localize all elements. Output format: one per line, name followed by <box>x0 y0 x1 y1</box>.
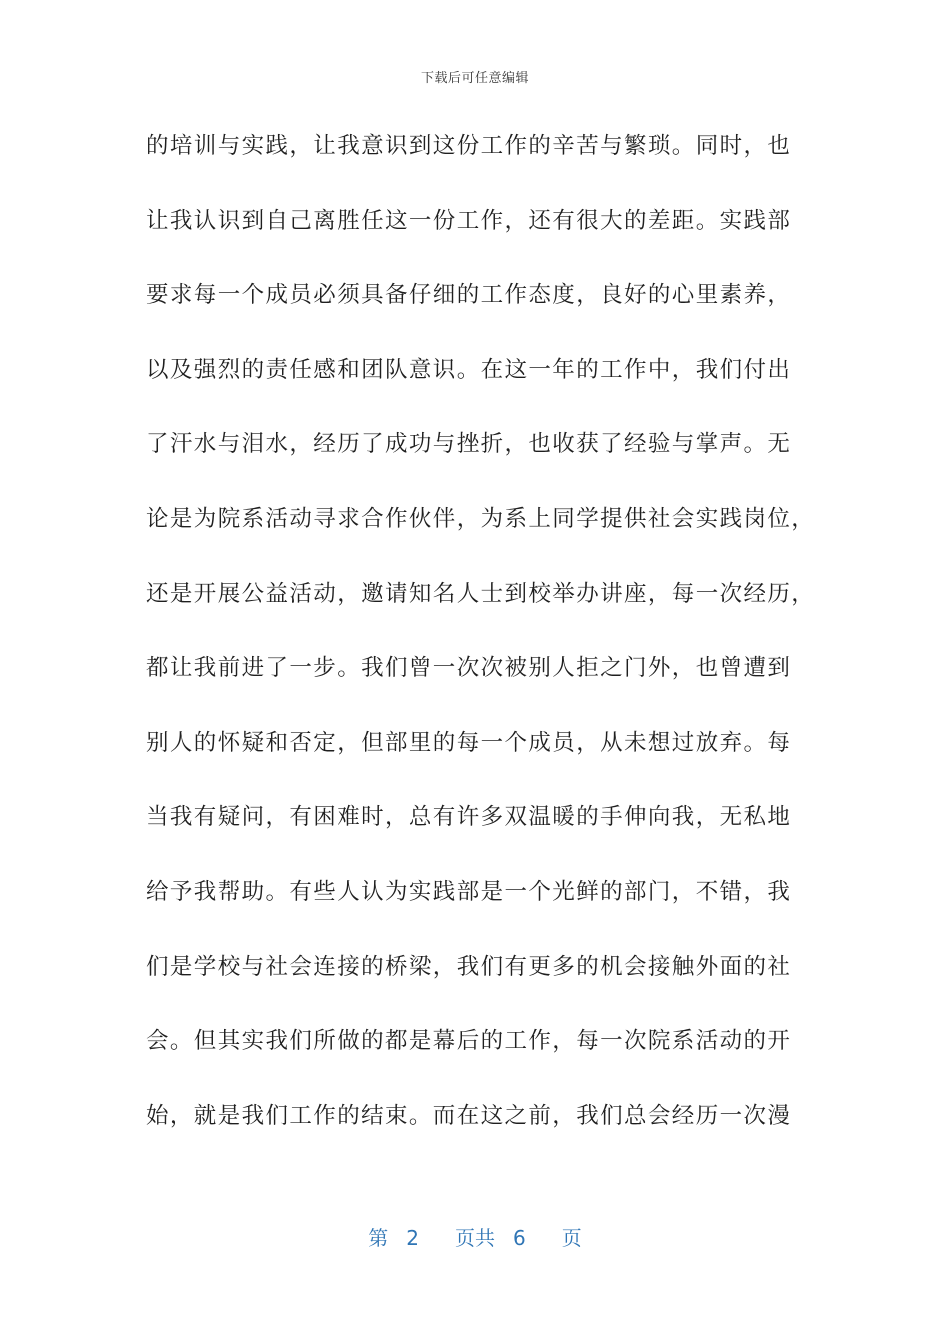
text-line: 以及强烈的责任感和团队意识。在这一年的工作中，我们付出 <box>146 356 792 383</box>
text-line: 们是学校与社会连接的桥梁，我们有更多的机会接触外面的社 <box>146 953 792 980</box>
page-footer <box>0 1222 950 1251</box>
footer-middle: 页共 <box>455 1226 495 1250</box>
text-line: 的培训与实践，让我意识到这份工作的辛苦与繁琐。同时，也 <box>146 133 792 159</box>
text-line: 始，就是我们工作的结束。而在这之前，我们总会经历一次漫 <box>146 1102 792 1129</box>
text-line: 都让我前进了一步。我们曾一次次被别人拒之门外，也曾遭到 <box>146 655 792 682</box>
page-header: 下载后可任意编辑 <box>420 71 529 86</box>
footer-current-page: 2 <box>406 1226 419 1250</box>
footer-suffix: 页 <box>561 1226 582 1250</box>
text-line: 当我有疑问，有困难时，总有许多双温暖的手伸向我，无私地 <box>146 804 792 831</box>
text-line: 让我认识到自己离胜任这一份工作，还有很大的差距。实践部 <box>146 207 792 234</box>
text-line: 了汗水与泪水，经历了成功与挫折，也收获了经验与掌声。无 <box>146 431 792 458</box>
footer-total-pages: 6 <box>513 1226 526 1250</box>
text-line: 别人的怀疑和否定，但部里的每一个成员，从未想过放弃。每 <box>146 729 792 756</box>
text-line: 论是为院系活动寻求合作伙伴，为系上同学提供社会实践岗位， <box>146 505 816 532</box>
text-line: 还是开展公益活动，邀请知名人士到校举办讲座，每一次经历， <box>146 580 816 607</box>
body-text <box>146 128 826 1172</box>
text-line: 要求每一个成员必须具备仔细的工作态度，良好的心里素养， <box>146 282 792 309</box>
text-line: 给予我帮助。有些人认为实践部是一个光鲜的部门，不错，我 <box>146 878 792 905</box>
footer-prefix: 第 <box>368 1226 389 1250</box>
text-line: 会。但其实我们所做的都是幕后的工作，每一次院系活动的开 <box>146 1028 792 1055</box>
